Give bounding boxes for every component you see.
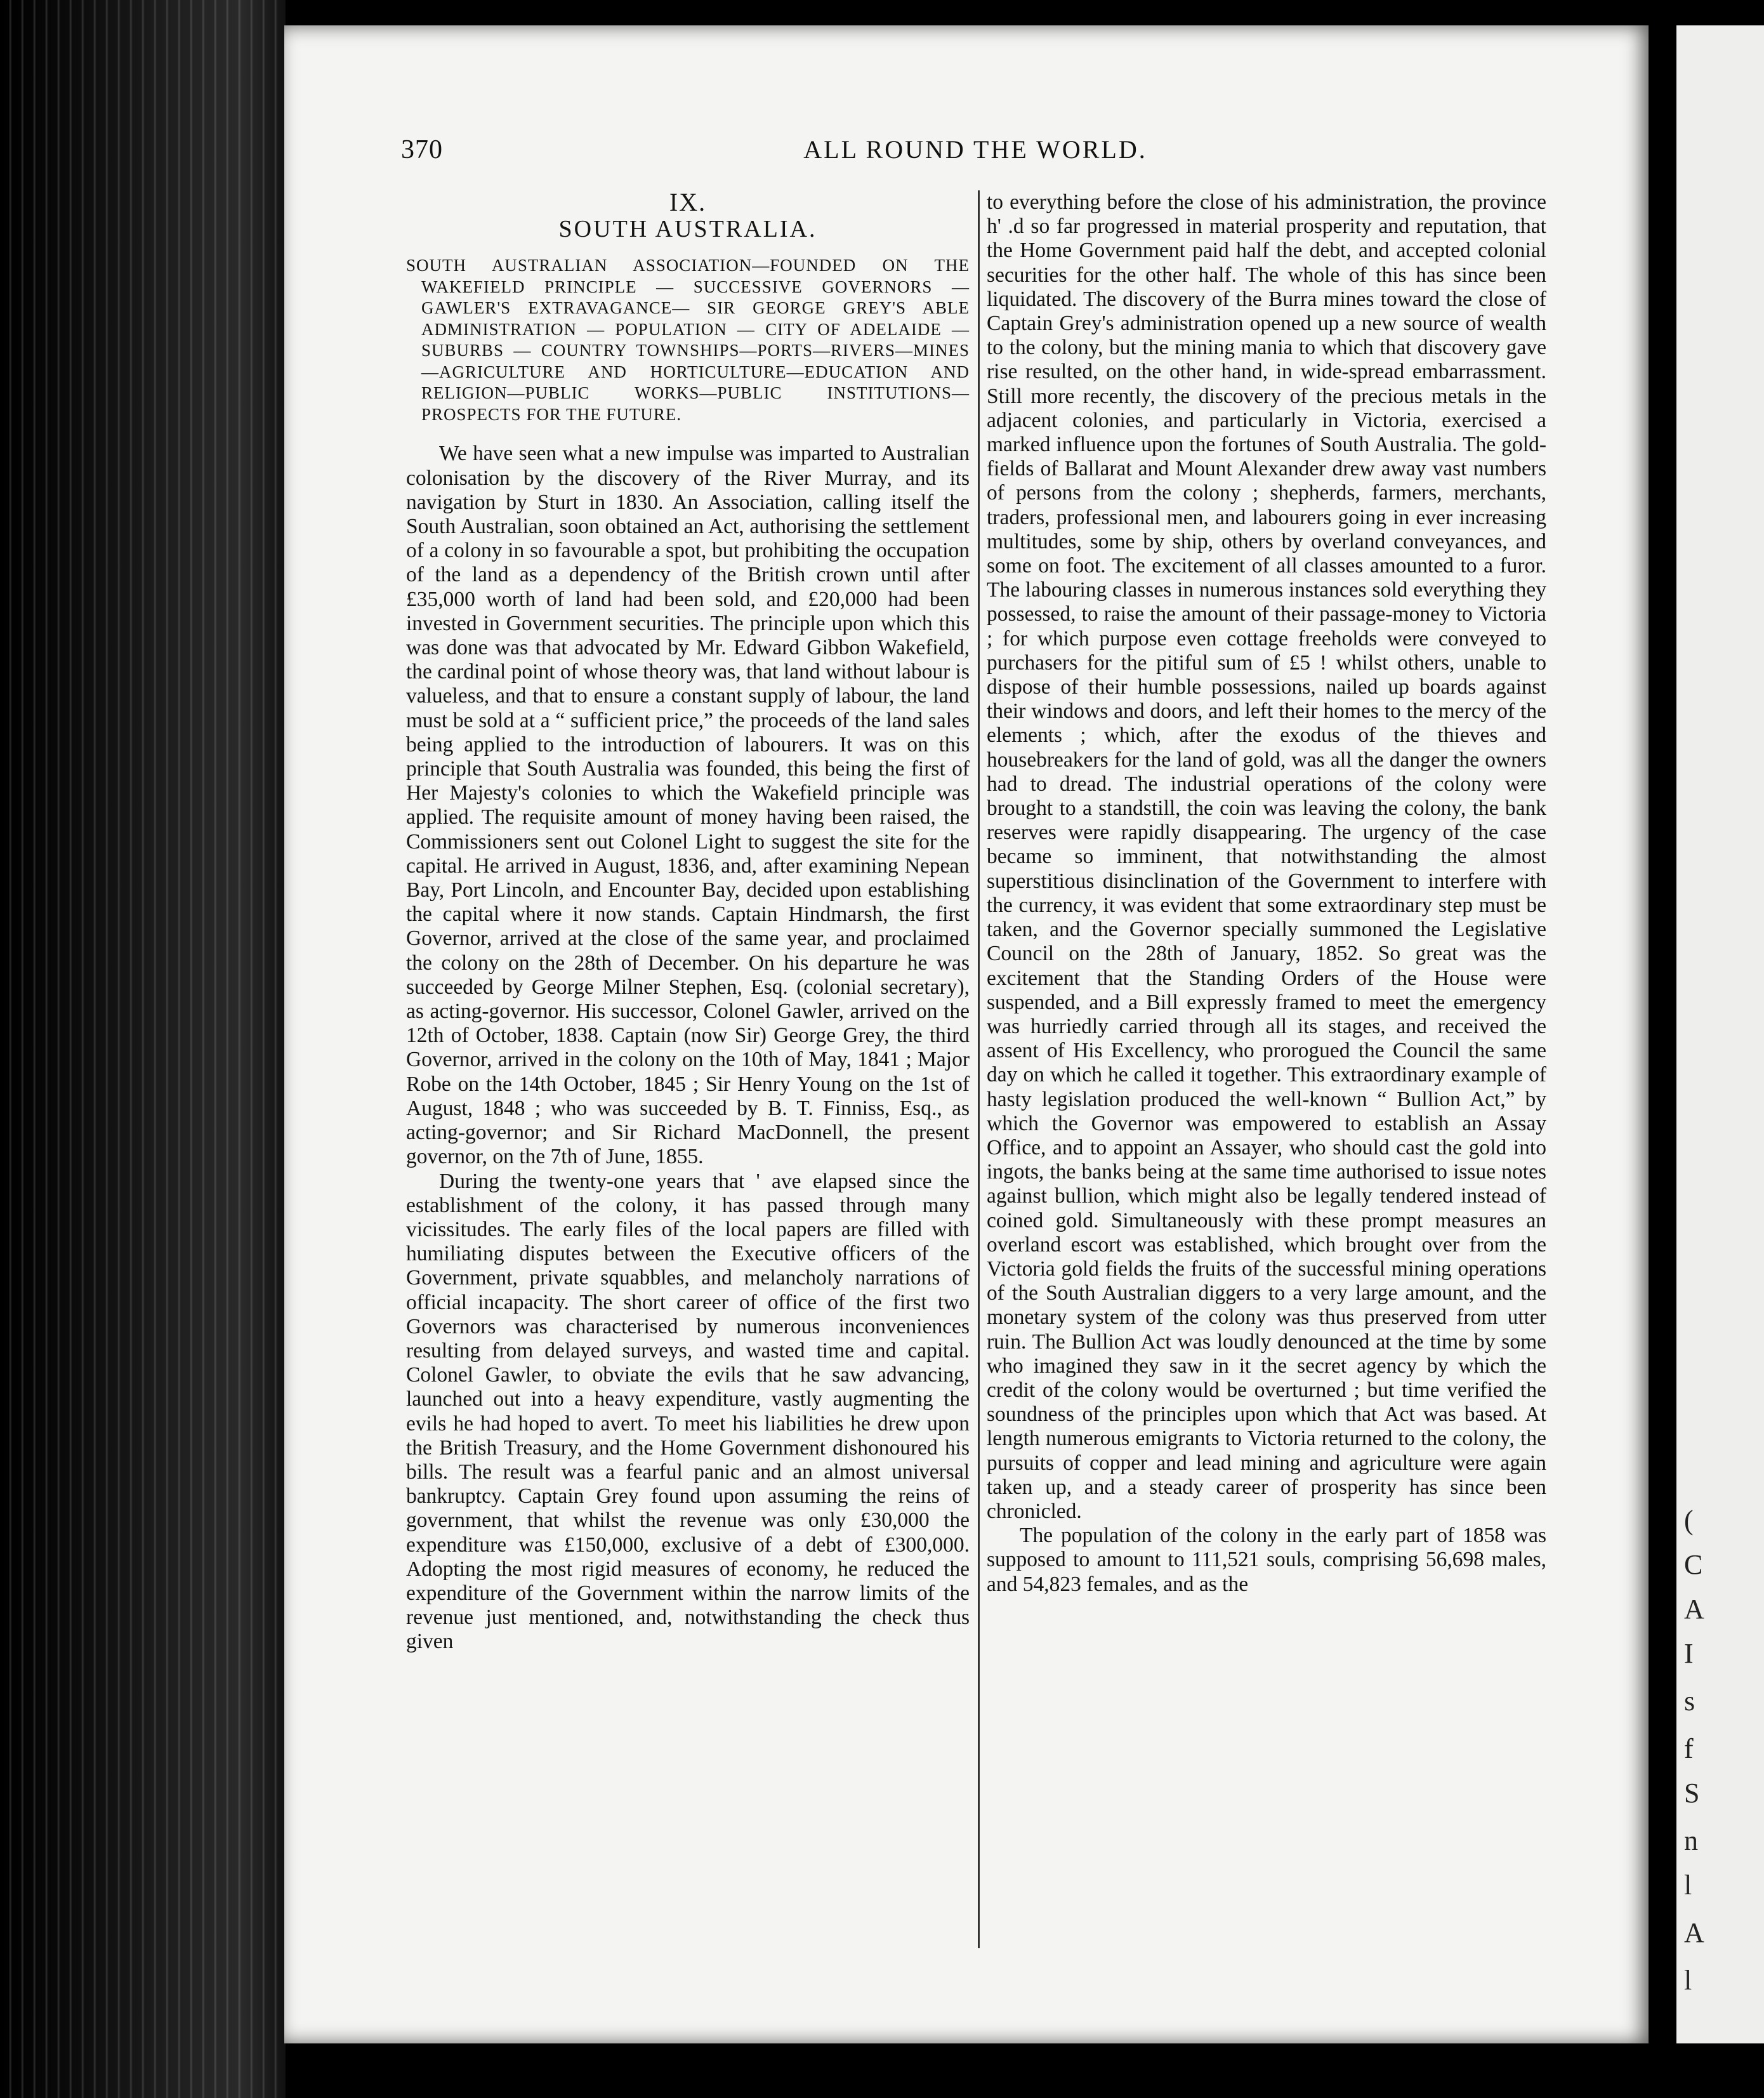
running-title: ALL ROUND THE WORLD. — [803, 135, 1147, 164]
body-paragraph: The population of the colony in the early part of 1858 was supposed to amount to 111,521 souls, comprising 56,698 males, and 54,823 females, and as the — [987, 1524, 1546, 1596]
body-paragraph: to everything before the close of his administration, the province h' .d so far progressed in material prosperity and reputation, that the Home Government paid half the debt, and accepted colonial securities for the other half. The whole of this has since been liquidated. The discovery of the Burra mines toward the close of Captain Grey's administration opened up a new source of wealth to the colony, but the mining mania to which that discovery gave rise resulted, on the other hand, in wide-spread embarrassment. Still more recently, the discovery of the precious metals in the adjacent colonies, and particularly in Victoria, exercised a marked influence upon the fortunes of South Australia. The gold-fields of Ballarat and Mount Alexander drew away vast numbers of persons from the colony ; shepherds, farmers, merchants, traders, professional men, and labourers going in ever increasing multitudes, some by ship, others by overland conveyances, and some on foot. The excitement of all classes amounted to a furor. The labouring classes in numerous instances sold everything they possessed, to raise the amount of their passage-money to Victoria ; for which purpose even cottage freeholds were conveyed to purchasers for the pitiful sum of £5 ! whilst others, unable to dispose of their humble possessions, nailed up boards against their windows and doors, and left their homes to the mercy of the elements ; which, after the exodus of the thieves and housebreakers for the land of gold, was all the danger the owners had to dread. The industrial operations of the colony were brought to a standstill, the coin was leaving the colony, the bank reserves were rapidly disappearing. The urgency of the case became so imminent, that notwithstanding the almost superstitious disinclination of the Government to interfere with the currency, it was evident that some extraordinary step must be taken, and the Governor specially summoned the Legislative Council on the 28th of January, 1852. So great was the excitement that the Standing Orders of the House were suspended, and a Bill expressly framed to meet the emergency was hurriedly carried through all its stages, and received the assent of His Excellency, who prorogued the Council the same day on which he called it together. This extraordinary example of hasty legislation produced the well-known “ Bullion Act,” by which the Governor was empowered to establish an Assay Office, and to appoint an Assayer, who should cast the gold into ingots, the banks being at the same time authorised to issue notes against bullion, which might also be legally tendered instead of coined gold. Simultaneously with these prompt measures an overland escort was established, which brought over from the Victoria gold fields the fruits of the successful mining operations of the South Australian diggers to a very large amount, and the monetary system of the colony was thus preserved from utter ruin. The Bullion Act was loudly denounced at the time by some who imagined they saw in it the secret agency by which the credit of the colony would be overturned ; but time verified the soundness of the principles upon which that Act was based. At length numerous emigrants to Victoria returned to the colony, the pursuits of copper and lead mining and agriculture were again taken up, and a steady career of prosperity has since been chronicled. — [987, 190, 1546, 1523]
page-number: 370 — [401, 135, 443, 164]
facing-page-fragment: A — [1684, 1593, 1704, 1625]
body-paragraph: During the twenty-one years that ' ave elapsed since the establishment of the colony, it has passed through many vicissitudes. The early files of the local papers are filled with humiliating disputes between the Executive officers of the Government, private squabbles, and melancholy narrations of official incapacity. The short career of office of the first two Governors was characterised by numerous inconveniences resulting from delayed surveys, and wasted time and capital. Colonel Gawler, to obviate the evils that he saw advancing, launched out into a heavy expenditure, vastly augmenting the evils he had hoped to avert. To meet his liabilities he drew upon the British Treasury, and the Home Government dishonoured his bills. The result was a fearful panic and an almost universal bankruptcy. Captain Grey found upon assuming the reins of government, that whilst the revenue was only £30,000 the expenditure was £150,000, exclusive of a debt of £300,000. Adopting the most rigid measures of economy, he reduced the expenditure of the Government within the narrow limits of the revenue just mentioned, and, notwithstanding the check thus given — [406, 1169, 970, 1654]
chapter-synopsis: SOUTH AUSTRALIAN ASSOCIATION—FOUNDED ON THE WAKEFIELD PRINCIPLE — SUCCESSIVE GOVERNORS — GAWLER'S EXTRAVAGANCE— SIR GEORGE GREY'S ABLE ADMINISTRATION — POPULATION — CITY OF ADELAIDE — SUBURBS — COUNTRY TOWNSHIPS—PORTS—RIVERS—MINES—AGRICULTURE AND HORTICULTURE—EDUCATION AND RELIGION—PUBLIC WORKS—PUBLIC INSTITUTIONS—PROSPECTS FOR THE FUTURE. — [406, 256, 970, 424]
facing-page-fragment: C — [1684, 1549, 1703, 1580]
facing-page-fragment: I — [1684, 1638, 1694, 1669]
right-column — [987, 190, 1546, 1597]
facing-page-fragment: s — [1684, 1686, 1695, 1717]
facing-page-fragment: ( — [1684, 1505, 1694, 1536]
facing-page-fragment: n — [1684, 1825, 1698, 1856]
facing-page-fragment: A — [1684, 1917, 1704, 1948]
facing-page-edge — [1676, 25, 1764, 2043]
chapter-title: SOUTH AUSTRALIA. — [558, 216, 817, 243]
chapter-number: IX. — [669, 188, 707, 216]
facing-page-fragment: l — [1684, 1870, 1692, 1901]
left-column — [406, 190, 970, 1654]
facing-page-fragment: l — [1684, 1965, 1692, 1996]
facing-page-fragment: S — [1684, 1778, 1700, 1809]
facing-page-fragment: f — [1684, 1733, 1694, 1764]
body-paragraph: We have seen what a new impulse was imparted to Australian colonisation by the discovery of the River Murray, and its navigation by Sturt in 1830. An Association, calling itself the South Australian, soon obtained an Act, authorising the settlement of a colony in so favourable a spot, but prohibiting the occupation of the land as a dependency of the British crown until after £35,000 worth of land had been sold, and £20,000 had been invested in Government securities. The principle upon which this was done was that advocated by Mr. Edward Gibbon Wakefield, the cardinal point of whose theory was, that land without labour is valueless, and that to ensure a constant supply of labour, the land must be sold at a “ sufficient price,” the proceeds of the land sales being applied to the introduction of labourers. It was on this principle that South Australia was founded, this being the first of Her Majesty's colonies to which the Wakefield principle was applied. The requisite amount of money having been raised, the Commissioners sent out Colonel Light to suggest the site for the capital. He arrived in August, 1836, and, after examining Nepean Bay, Port Lincoln, and Encounter Bay, decided upon establishing the capital where it now stands. Captain Hindmarsh, the first Governor, arrived at the close of the same year, and proclaimed the colony on the 28th of December. On his departure he was succeeded by George Milner Stephen, Esq. (colonial secretary), as acting-governor. His successor, Colonel Gawler, arrived on the 12th of October, 1838. Captain (now Sir) George Grey, the third Governor, arrived in the colony on the 10th of May, 1841 ; Major Robe on the 14th October, 1845 ; Sir Henry Young on the 1st of August, 1848 ; who was succeeded by B. T. Finniss, Esq., as acting-governor; and Sir Richard MacDonnell, the present governor, on the 7th of June, 1855. — [406, 442, 970, 1169]
column-divider — [978, 190, 980, 1948]
book-spine-edge — [0, 0, 286, 2098]
running-header — [401, 135, 1550, 173]
